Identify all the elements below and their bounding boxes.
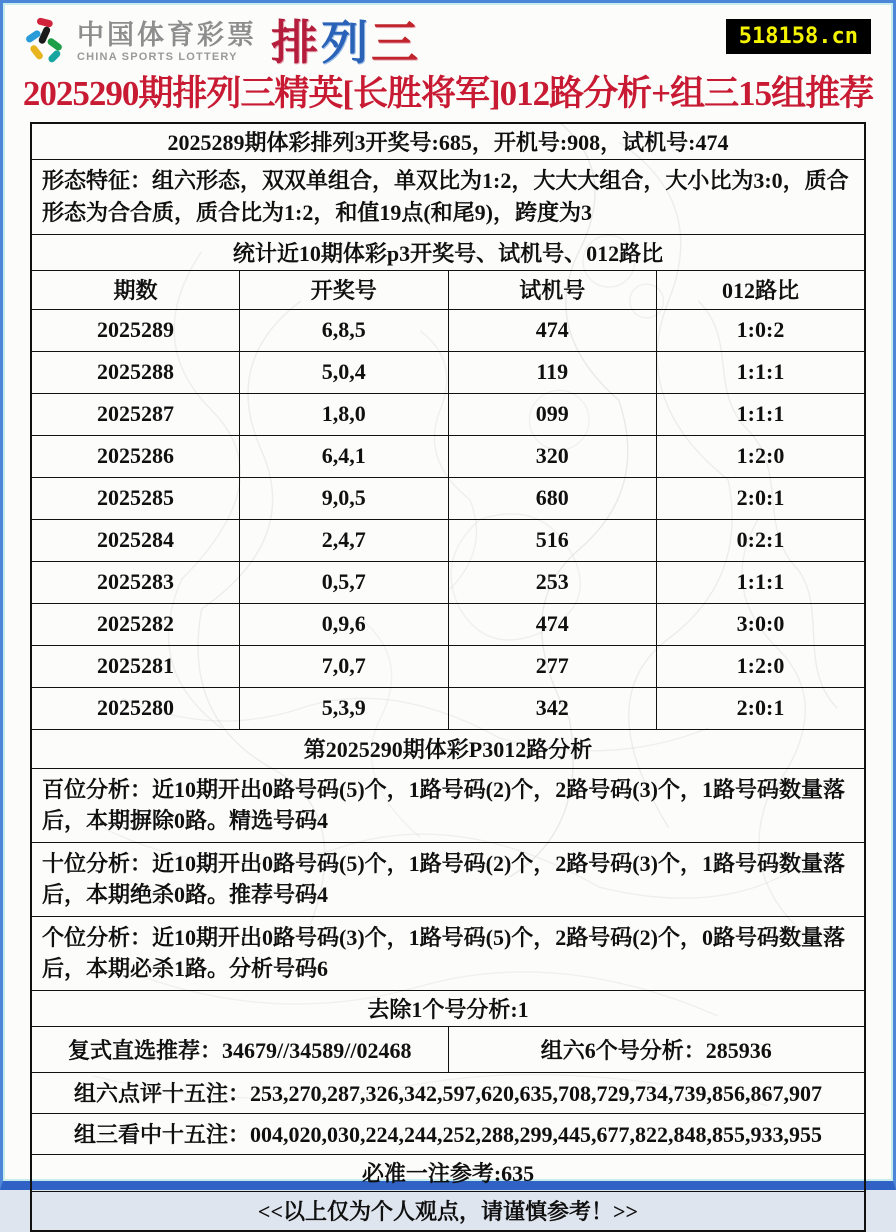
col-header-test-number: 试机号: [448, 270, 657, 309]
test-number-cell: 320: [448, 435, 657, 477]
ratio-cell: 2:0:1: [657, 687, 866, 729]
table-row: [31, 309, 865, 351]
draw-result-text: 2025289期体彩排列3开奖号:685，开机号:908，试机号:474: [31, 123, 865, 160]
group6-fifteen-row: [31, 1072, 865, 1113]
period-cell: 2025284: [31, 519, 240, 561]
tens-analysis-text: 十位分析：近10期开出0路号码(5)个，1路号码(2)个，2路号码(3)个，1路号码数量落后，本期绝杀0路。推荐号码4: [31, 842, 865, 916]
ratio-cell: 0:2:1: [657, 519, 866, 561]
draw-number-cell: 0,5,7: [240, 561, 449, 603]
brand-char-san: 三: [371, 15, 421, 69]
period-cell: 2025283: [31, 561, 240, 603]
sure-one-row: [31, 1154, 865, 1191]
brand-char-pai: 排: [271, 15, 321, 69]
exclude-one-row: [31, 990, 865, 1026]
draw-number-cell: 5,0,4: [240, 351, 449, 393]
table-row: [31, 687, 865, 729]
group6-six-text: 组六6个号分析：285936: [448, 1026, 865, 1072]
draw-number-cell: 5,3,9: [240, 687, 449, 729]
stats-title-row: [31, 234, 865, 270]
test-number-cell: 516: [448, 519, 657, 561]
china-sports-lottery-logo: [23, 17, 421, 67]
draw-result-row: [31, 123, 865, 160]
group3-fifteen-row: [31, 1113, 865, 1154]
draw-number-cell: 1,8,0: [240, 393, 449, 435]
site-badge: 518158.cn: [726, 19, 871, 54]
period-cell: 2025286: [31, 435, 240, 477]
col-header-012-ratio: 012路比: [657, 270, 866, 309]
period-cell: 2025280: [31, 687, 240, 729]
table-row: [31, 393, 865, 435]
hundreds-analysis-row: [31, 768, 865, 842]
period-cell: 2025282: [31, 603, 240, 645]
analysis-table: [30, 122, 866, 1232]
duplex-row: [31, 1026, 865, 1072]
analysis-title-text: 第2025290期体彩P3012路分析: [31, 729, 865, 768]
period-cell: 2025285: [31, 477, 240, 519]
brand-pailiesan: [271, 15, 421, 69]
group6-fifteen-text: 组六点评十五注：253,270,287,326,342,597,620,635,708,729,734,739,856,867,907: [31, 1072, 865, 1113]
disclaimer-row: [31, 1191, 865, 1231]
table-row: [31, 351, 865, 393]
test-number-cell: 474: [448, 309, 657, 351]
ratio-cell: 1:0:2: [657, 309, 866, 351]
logo-text: [77, 19, 257, 63]
pattern-text: 形态特征：组六形态，双双单组合，单双比为1:2，大大大组合，大小比为3:0，质合形态为合合质，质合比为1:2，和值19点(和尾9)，跨度为3: [31, 159, 865, 234]
table-row: [31, 561, 865, 603]
test-number-cell: 253: [448, 561, 657, 603]
table-row: [31, 519, 865, 561]
sports-lottery-figure-icon: [23, 17, 69, 67]
draw-number-cell: 2,4,7: [240, 519, 449, 561]
stats-title-text: 统计近10期体彩p3开奖号、试机号、012路比: [31, 234, 865, 270]
test-number-cell: 099: [448, 393, 657, 435]
col-header-draw-number: 开奖号: [240, 270, 449, 309]
ratio-cell: 1:1:1: [657, 351, 866, 393]
ratio-cell: 1:2:0: [657, 645, 866, 687]
ratio-cell: 1:2:0: [657, 435, 866, 477]
ratio-cell: 1:1:1: [657, 393, 866, 435]
test-number-cell: 119: [448, 351, 657, 393]
period-cell: 2025288: [31, 351, 240, 393]
table-row: [31, 435, 865, 477]
header: [3, 3, 893, 71]
test-number-cell: 680: [448, 477, 657, 519]
analysis-title-row: [31, 729, 865, 768]
units-analysis-text: 个位分析：近10期开出0路号码(3)个，1路号码(5)个，2路号码(2)个，0路号码数量落后，本期必杀1路。分析号码6: [31, 916, 865, 990]
draw-number-cell: 0,9,6: [240, 603, 449, 645]
ratio-cell: 2:0:1: [657, 477, 866, 519]
test-number-cell: 474: [448, 603, 657, 645]
draw-number-cell: 9,0,5: [240, 477, 449, 519]
table-row: [31, 477, 865, 519]
ratio-cell: 3:0:0: [657, 603, 866, 645]
test-number-cell: 342: [448, 687, 657, 729]
hundreds-analysis-text: 百位分析：近10期开出0路号码(5)个，1路号码(2)个，2路号码(3)个，1路号码数量落后，本期摒除0路。精选号码4: [31, 768, 865, 842]
page-title: 2025290期排列三精英[长胜将军]012路分析+组三15组推荐: [22, 74, 874, 113]
period-cell: 2025289: [31, 309, 240, 351]
ratio-cell: 1:1:1: [657, 561, 866, 603]
col-header-period: 期数: [31, 270, 240, 309]
table-row: [31, 645, 865, 687]
disclaimer-text: <<以上仅为个人观点，请谨慎参考！>>: [31, 1191, 865, 1231]
exclude-one-text: 去除1个号分析:1: [31, 990, 865, 1026]
brand-char-lie: 列: [321, 15, 371, 69]
logo-text-cn: 中国体育彩票: [77, 19, 257, 50]
table-row: [31, 603, 865, 645]
period-cell: 2025287: [31, 393, 240, 435]
logo-text-en: CHINA SPORTS LOTTERY: [77, 50, 238, 63]
units-analysis-row: [31, 916, 865, 990]
test-number-cell: 277: [448, 645, 657, 687]
period-cell: 2025281: [31, 645, 240, 687]
history-header-row: [31, 270, 865, 309]
draw-number-cell: 6,8,5: [240, 309, 449, 351]
draw-number-cell: 7,0,7: [240, 645, 449, 687]
pattern-row: [31, 159, 865, 234]
sure-one-text: 必准一注参考:635: [31, 1154, 865, 1191]
draw-number-cell: 6,4,1: [240, 435, 449, 477]
duplex-direct-text: 复式直选推荐：34679//34589//02468: [31, 1026, 448, 1072]
tens-analysis-row: [31, 842, 865, 916]
group3-fifteen-text: 组三看中十五注：004,020,030,224,244,252,288,299,445,677,822,848,855,933,955: [31, 1113, 865, 1154]
